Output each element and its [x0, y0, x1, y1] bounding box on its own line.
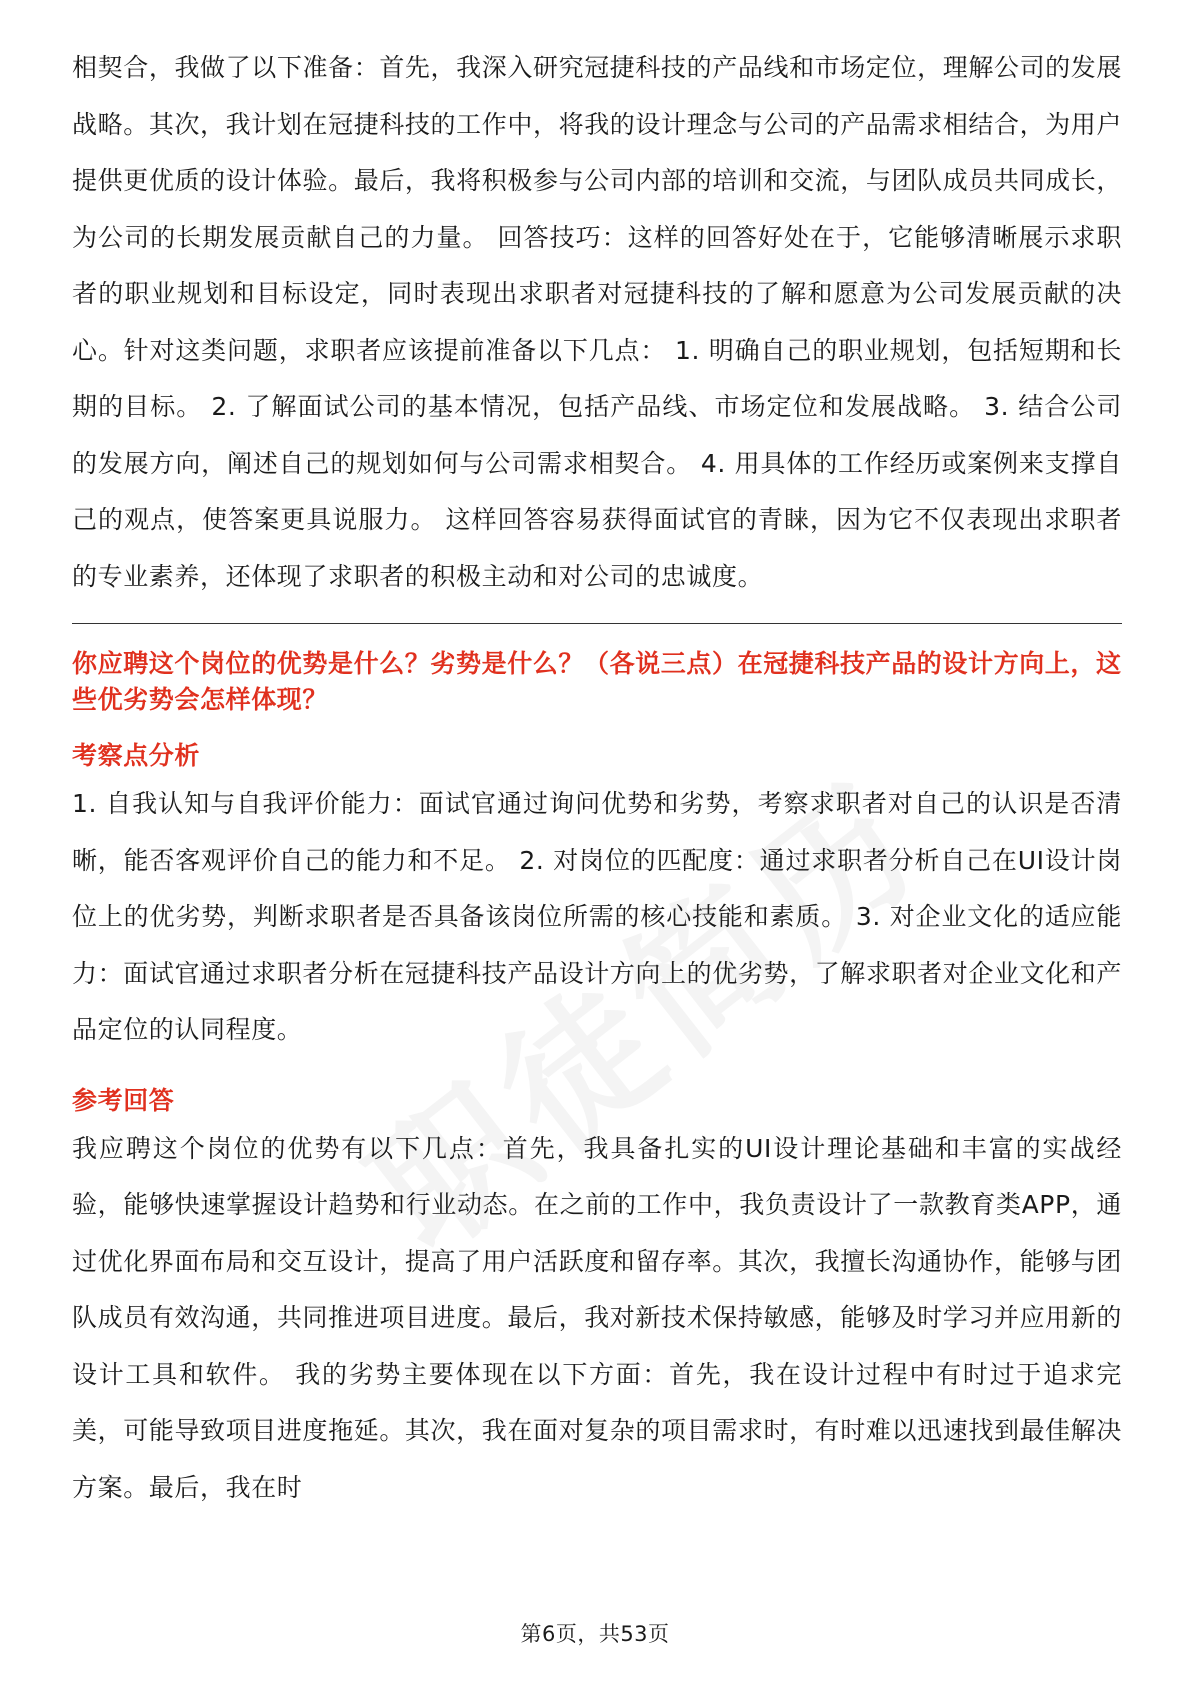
question-heading: 你应聘这个岗位的优势是什么？劣势是什么？（各说三点）在冠捷科技产品的设计方向上，这些优劣势会怎样体现？: [72, 649, 1122, 714]
analysis-body: 1. 自我认知与自我评价能力：面试官通过询问优势和劣势，考察求职者对自己的认识是否清晰，能否客观评价自己的能力和不足。 2. 对岗位的匹配度：通过求职者分析自己在UI设计岗位上的优劣势，判断求职者是否具备该岗位所需的核心技能和素质。 3. 对企业文化的适应能力：面试官通过求职者分析在冠捷科技产品设计方向上的优劣势，了解求职者对企业文化和产品定位的认同程度。: [72, 789, 1122, 1044]
answer-title: 参考回答: [72, 1085, 175, 1115]
section-divider: [72, 623, 1122, 624]
analysis-title: 考察点分析: [72, 741, 201, 770]
answer-body: 我应聘这个岗位的优势有以下几点：首先，我具备扎实的UI设计理论基础和丰富的实战经验，能够快速掌握设计趋势和行业动态。在之前的工作中，我负责设计了一款教育类APP，通过优化界面布局和交互设计，提高了用户活跃度和留存率。其次，我擅长沟通协作，能够与团队成员有效沟通，共同推进项目进度。最后，我对新技术保持敏感，能够及时学习并应用新的设计工具和软件。 我的劣势主要体现在以下方面：首先，我在设计过程中有时过于追求完美，可能导致项目进度拖延。其次，我在面对复杂的项目需求时，有时难以迅速找到最佳解决方案。最后，我在时: [72, 1133, 1122, 1502]
intro-paragraph: 相契合，我做了以下准备：首先，我深入研究冠捷科技的产品线和市场定位，理解公司的发展战略。其次，我计划在冠捷科技的工作中，将我的设计理念与公司的产品需求相结合，为用户提供更优质的设计体验。最后，我将积极参与公司内部的培训和交流，与团队成员共同成长，为公司的长期发展贡献自己的力量。 回答技巧：这样的回答好处在于，它能够清晰展示求职者的职业规划和目标设定，同时表现出求职者对冠捷科技的了解和愿意为公司发展贡献的决心。针对这类问题，求职者应该提前准备以下几点： 1. 明确自己的职业规划，包括短期和长期的目标。 2. 了解面试公司的基本情况，包括产品线、市场定位和发展战略。 3. 结合公司的发展方向，阐述自己的规划如何与公司需求相契合。 4. 用具体的工作经历或案例来支撑自己的观点，使答案更具说服力。 这样回答容易获得面试官的青睐，因为它不仅表现出求职者的专业素养，还体现了求职者的积极主动和对公司的忠诚度。: [72, 53, 1122, 591]
page-content: [72, 40, 1122, 1516]
page-number: 第6页，共53页: [520, 1622, 670, 1646]
